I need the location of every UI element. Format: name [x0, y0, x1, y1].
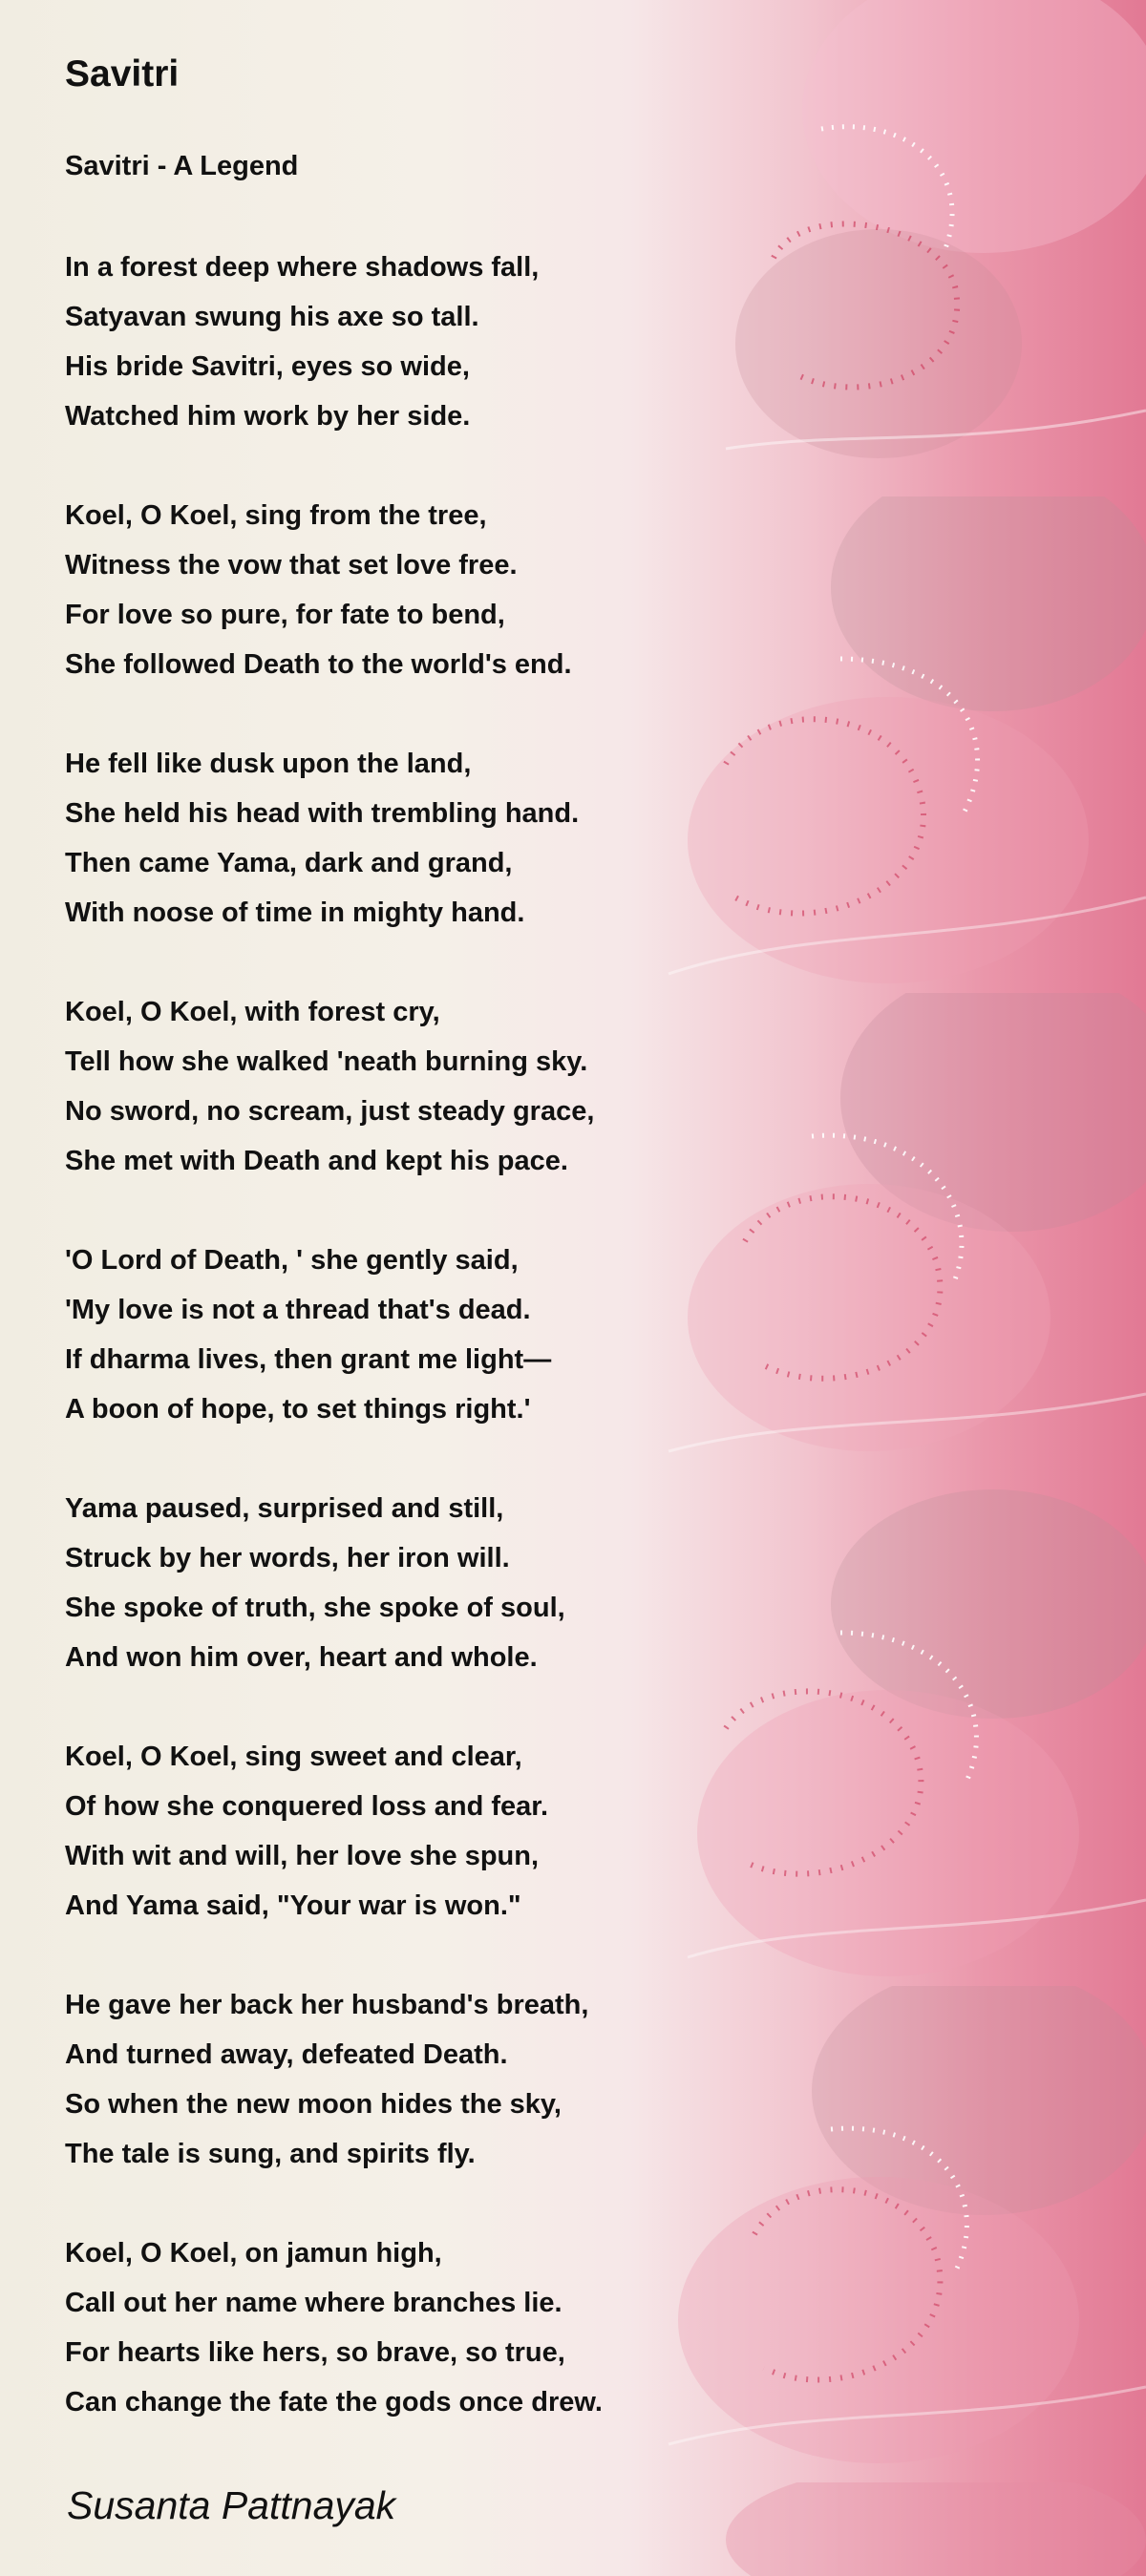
poem-line: And won him over, heart and whole. [65, 1642, 538, 1673]
poem-line: With noose of time in mighty hand. [65, 897, 525, 928]
poem-line: Tell how she walked 'neath burning sky. [65, 1046, 588, 1077]
poem-line: Of how she conquered loss and fear. [65, 1791, 548, 1822]
poem-author: Susanta Pattnayak [67, 2483, 396, 2527]
poem-line: She held his head with trembling hand. [65, 798, 580, 829]
poem-line: Can change the fate the gods once drew. [65, 2387, 603, 2418]
poem-line: Koel, O Koel, with forest cry, [65, 997, 440, 1027]
poem-line: Koel, O Koel, sing sweet and clear, [65, 1742, 522, 1772]
poem-line: Call out her name where branches lie. [65, 2288, 562, 2318]
poem-line: Then came Yama, dark and grand, [65, 848, 513, 878]
poem-line: He fell like dusk upon the land, [65, 749, 472, 779]
poem-line: Koel, O Koel, on jamun high, [65, 2238, 442, 2269]
poem-line: Yama paused, surprised and still, [65, 1493, 504, 1524]
poem-subtitle: Savitri - A Legend [65, 151, 299, 181]
poem-line: 'My love is not a thread that's dead. [65, 1295, 531, 1325]
poem-line: So when the new moon hides the sky, [65, 2089, 562, 2120]
poem-line: Satyavan swung his axe so tall. [65, 302, 479, 332]
poem-line: 'O Lord of Death, ' she gently said, [65, 1245, 519, 1276]
poem-line: Watched him work by her side. [65, 401, 471, 432]
poem-line: With wit and will, her love she spun, [65, 1841, 540, 1871]
poem-line: Koel, O Koel, sing from the tree, [65, 500, 487, 531]
poem-line: If dharma lives, then grant me light— [65, 1344, 552, 1375]
poem-line: Witness the vow that set love free. [65, 550, 518, 581]
poem-line: His bride Savitri, eyes so wide, [65, 351, 470, 382]
poem-line: She spoke of truth, she spoke of soul, [65, 1593, 565, 1623]
poem-line: The tale is sung, and spirits fly. [65, 2139, 476, 2169]
poem-line: Struck by her words, her iron will. [65, 1543, 510, 1573]
poem-title: Savitri [65, 53, 180, 95]
poem-line: He gave her back her husband's breath, [65, 1990, 589, 2020]
poem-line: And turned away, defeated Death. [65, 2039, 508, 2070]
poem-line: She met with Death and kept his pace. [65, 1146, 568, 1176]
poem-line: No sword, no scream, just steady grace, [65, 1096, 595, 1127]
poem-line: She followed Death to the world's end. [65, 649, 572, 680]
poem-line: For hearts like hers, so brave, so true, [65, 2337, 565, 2368]
poem-line: And Yama said, "Your war is won." [65, 1890, 521, 1921]
poem-line: For love so pure, for fate to bend, [65, 600, 505, 630]
poem-line: In a forest deep where shadows fall, [65, 252, 540, 283]
poem-line: A boon of hope, to set things right.' [65, 1394, 531, 1425]
